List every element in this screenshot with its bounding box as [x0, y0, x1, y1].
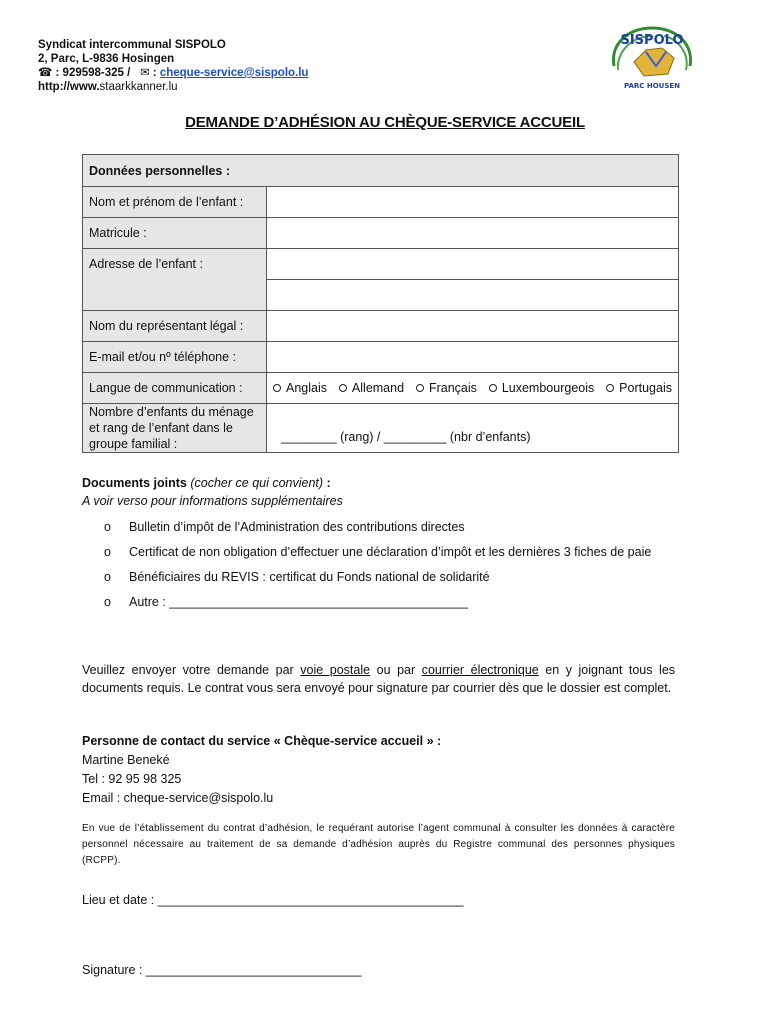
matricule-label: Matricule :	[83, 218, 267, 249]
list-item[interactable]	[104, 568, 684, 586]
logo-subtext: PARC HOUSEN	[623, 82, 681, 90]
documents-section	[82, 474, 343, 510]
org-address: 2, Parc, L-9836 Hosingen	[38, 53, 175, 65]
list-item[interactable]	[104, 543, 684, 561]
documents-colon: :	[323, 476, 331, 490]
contact-title: Personne de contact du service « Chèque-service accueil » :	[82, 734, 442, 748]
web-domain: staarkkanner.lu	[99, 81, 178, 93]
checkbox-circle-icon: o	[104, 520, 111, 534]
radio-francais[interactable]	[416, 381, 477, 395]
radio-circle-icon	[416, 384, 424, 392]
radio-label: Français	[428, 381, 477, 395]
matricule-field[interactable]	[267, 218, 679, 249]
radio-label: Allemand	[351, 381, 405, 395]
signature-field[interactable]: Signature : _______________________________	[82, 963, 362, 977]
documents-hint: (cocher ce qui convient)	[190, 476, 324, 490]
radio-allemand[interactable]	[339, 381, 404, 395]
radio-circle-icon	[339, 384, 347, 392]
org-phone: : 929598-325 /	[55, 67, 131, 79]
list-item-text: Autre : ___________________________________________	[129, 595, 469, 609]
instructions-paragraph	[82, 661, 675, 697]
place-date-field[interactable]: Lieu et date : ____________________________________________	[82, 893, 464, 907]
personal-data-table	[82, 154, 679, 453]
rcpp-notice: En vue de l’établissement du contrat d’adhésion, le requérant autorise l’agent communal à consulter les données à caractère personnel nécessaire au traitement de sa demande d’adhésion auprès du Registre communal des personnes physiques (RCPP).	[82, 823, 675, 866]
address-field-1[interactable]	[267, 249, 679, 280]
children-count-field[interactable]: ________ (rang) / _________ (nbr d’enfants)	[267, 404, 679, 453]
radio-label: Portugais	[619, 381, 672, 395]
radio-label: Luxembourgeois	[501, 381, 595, 395]
address-label: Adresse de l’enfant :	[83, 249, 267, 311]
postal-link: voie postale	[300, 663, 371, 677]
radio-label: Anglais	[286, 381, 327, 395]
email-prefix: :	[152, 67, 157, 79]
list-item-text: Bulletin d’impôt de l’Administration des contributions directes	[129, 520, 465, 534]
list-item-text: Bénéficiaires du REVIS : certificat du Fonds national de solidarité	[129, 570, 490, 584]
checkbox-circle-icon: o	[104, 545, 111, 559]
language-options	[267, 373, 679, 404]
contact-line	[38, 66, 308, 80]
child-name-field[interactable]	[267, 187, 679, 218]
checkbox-circle-icon: o	[104, 570, 111, 584]
radio-circle-icon	[273, 384, 281, 392]
contact-name: Martine Beneké	[82, 753, 170, 767]
contact-tel: Tel : 92 95 98 325	[82, 772, 182, 786]
language-label: Langue de communication :	[83, 373, 267, 404]
verso-note: A voir verso pour informations supplémentaires	[82, 494, 343, 508]
child-name-label: Nom et prénom de l’enfant :	[83, 187, 267, 218]
radio-luxembourgeois[interactable]	[489, 381, 594, 395]
contact-field[interactable]	[267, 342, 679, 373]
contact-label: E-mail et/ou nº téléphone :	[83, 342, 267, 373]
list-item[interactable]	[104, 593, 684, 611]
checkbox-circle-icon: o	[104, 595, 111, 609]
legal-rep-field[interactable]	[267, 311, 679, 342]
children-count-label: Nombre d’enfants du ménage et rang de l’enfant dans le groupe familial :	[83, 404, 267, 453]
list-item[interactable]	[104, 518, 684, 536]
letterhead	[38, 38, 308, 94]
sispolo-logo	[604, 22, 700, 92]
radio-anglais[interactable]	[273, 381, 327, 395]
para-text: en y joignant tous les documents requis. Le contrat vous sera envoyé pour signature par courrier dès que le dossier est complet.	[82, 663, 676, 695]
radio-portugais[interactable]	[606, 381, 672, 395]
email-mode-link: courrier électronique	[421, 663, 539, 677]
list-item-text: Certificat de non obligation d’effectuer une déclaration d’impôt et les dernières 3 fiches de paie	[129, 545, 652, 559]
section-header: Données personnelles :	[83, 155, 679, 187]
contact-block	[82, 732, 441, 808]
website-line[interactable]	[38, 80, 308, 94]
para-text: Veuillez envoyer votre demande par	[82, 663, 301, 677]
documents-list	[104, 518, 684, 618]
address-field-2[interactable]	[267, 280, 679, 311]
documents-title: Documents joints	[82, 476, 187, 490]
contact-email: Email : cheque-service@sispolo.lu	[82, 791, 274, 805]
radio-circle-icon	[606, 384, 614, 392]
logo-text: SISPOLO	[620, 33, 684, 48]
web-prefix: http://www.	[38, 81, 100, 93]
para-text: ou par	[370, 663, 422, 677]
envelope-icon: ✉	[139, 67, 150, 79]
phone-icon: ☎	[38, 67, 53, 79]
radio-circle-icon	[489, 384, 497, 392]
legal-rep-label: Nom du représentant légal :	[83, 311, 267, 342]
email-link[interactable]: cheque-service@sispolo.lu	[159, 67, 309, 79]
page-title: DEMANDE D’ADHÉSION AU CHÈQUE-SERVICE ACCUEIL	[185, 114, 585, 131]
org-name: Syndicat intercommunal SISPOLO	[38, 39, 226, 51]
